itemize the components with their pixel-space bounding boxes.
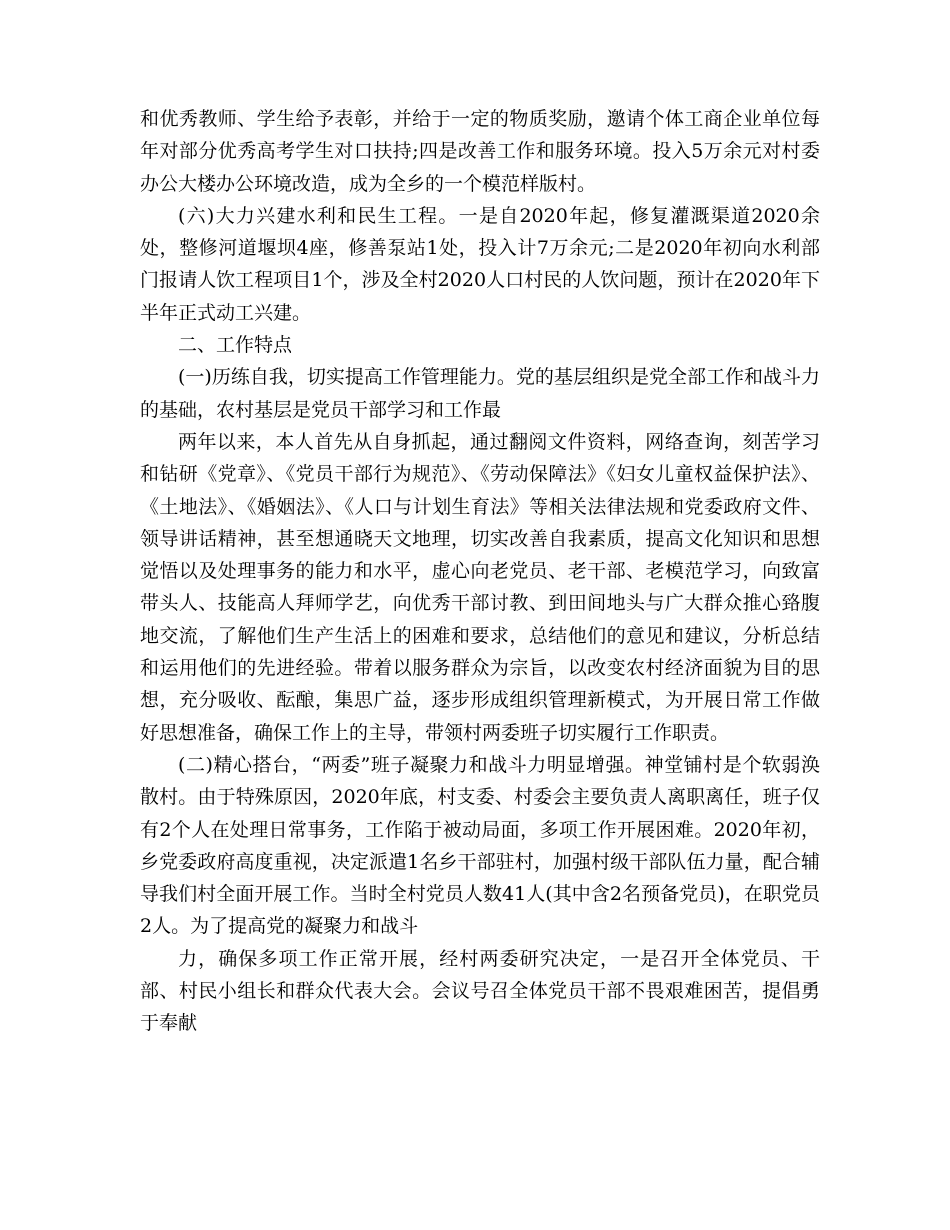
- section-heading-work-features: 二、工作特点: [178, 334, 293, 357]
- paragraph-self-training: (一)历练自我，切实提高工作管理能力。党的基层组织是党全部工作和战斗力的基础，农村基层是党员干部学习和工作最: [140, 366, 820, 421]
- paragraph-commendation: 和优秀教师、学生给予表彰，并给于一定的物质奖励，邀请个体工商企业单位每年对部分优秀高考学生对口扶持;四是改善工作和服务环境。投入5万余元对村委办公大楼办公环境改造，成为全乡的一个模范样版村。: [140, 108, 820, 195]
- paragraph-party-meeting: 力，确保多项工作正常开展，经村两委研究决定，一是召开全体党员、干部、村民小组长和群众代表大会。会议号召全体党员干部不畏艰难困苦，提倡勇于奉献: [140, 947, 820, 1035]
- paragraph-two-years-study: 两年以来，本人首先从自身抓起，通过翻阅文件资料，网络查询，刻苦学习和钻研《党章》、《党员干部行为规范》、《劳动保障法》《妇女儿童权益保护法》、《土地法》、《婚姻法》、《人口与计划生育法》等相关法律法规和党委政府文件、领导讲话精神，甚至想通晓天文地理，切实改善自我素质，提高文化知识和思想觉悟以及处理事务的能力和水平，虚心向老党员、老干部、老模范学习，向致富带头人、技能高人拜师学艺，向优秀干部讨教、到田间地头与广大群众推心臵腹地交流，了解他们生产生活上的困难和要求，总结他们的意见和建议，分析总结和运用他们的先进经验。带着以服务群众为宗旨，以改变农村经济面貌为目的思想，充分吸收、酝酿，集思广益，逐步形成组织管理新模式，为开展日常工作做好思想准备，确保工作上的主导，带领村两委班子切实履行工作职责。: [140, 430, 820, 744]
- paragraph-water-conservancy: (六)大力兴建水利和民生工程。一是自2020年起，修复灌溉渠道2020余处，整修河道堰坝4座，修善泵站1处，投入计7万余元;二是2020年初向水利部门报请人饮工程项目1个，涉及全村2020人口村民的人饮问题，预计在2020年下半年正式动工兴建。: [140, 204, 820, 324]
- document-page: [140, 103, 820, 1040]
- paragraph-two-committees: (二)精心搭台，“两委”班子凝聚力和战斗力明显增强。神堂铺村是个软弱涣散村。由于特殊原因，2020年底，村支委、村委会主要负责人离职离任，班子仅有2个人在处理日常事务，工作陷于被动局面，多项工作开展困难。2020年初，乡党委政府高度重视，决定派遣1名乡干部驻村，加强村级干部队伍力量，配合辅导我们村全面开展工作。当时全村党员人数41人(其中含2名预备党员)，在职党员2人。为了提高党的凝聚力和战斗: [140, 753, 820, 938]
